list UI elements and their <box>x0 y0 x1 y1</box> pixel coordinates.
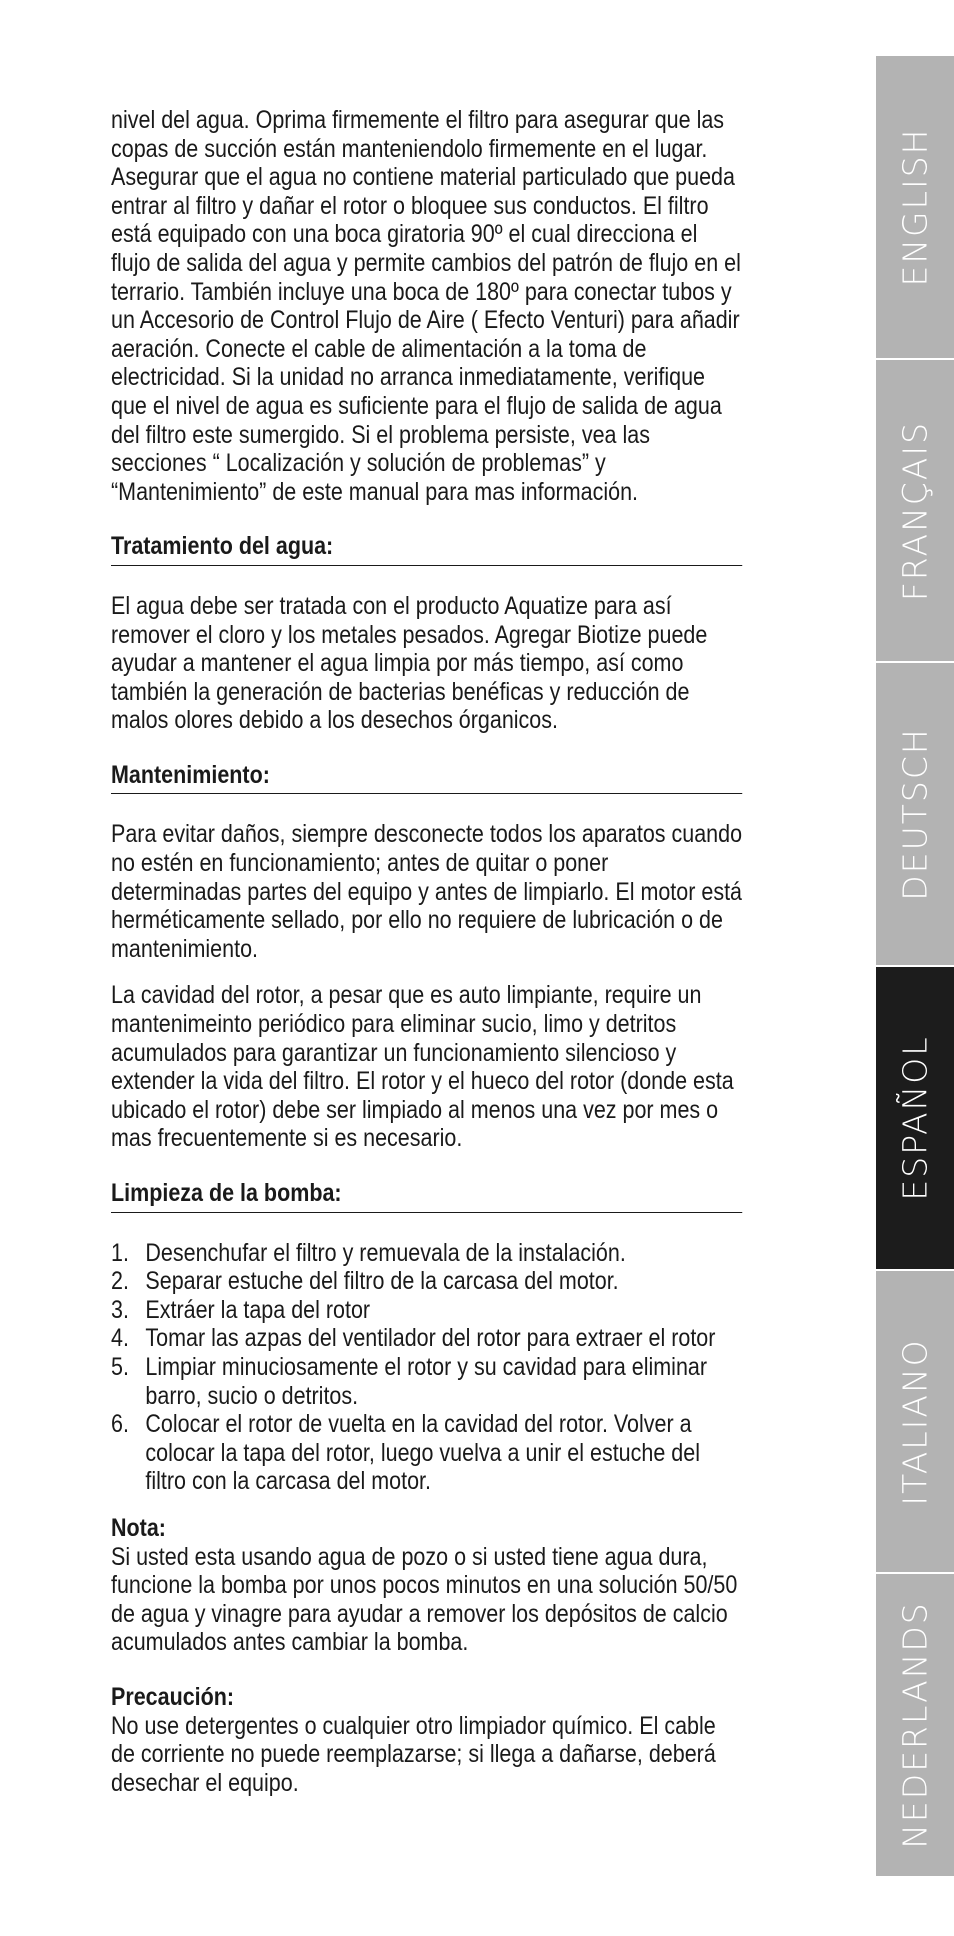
maintenance-heading: Mantenimiento: <box>111 761 742 795</box>
tab-label: ITALIANO <box>895 1337 935 1506</box>
list-item: 2. Separar estuche del filtro de la carcasa del motor. <box>111 1267 619 1296</box>
list-item: 6. Colocar el rotor de vuelta en la cavidad del rotor. Volver a colocar la tapa del rotor, luego vuelva a unir el estuche del filtro con la carcasa del motor. <box>111 1410 700 1496</box>
pump-cleaning-steps <box>111 1239 742 1496</box>
intro-paragraph: nivel del agua. Oprima firmemente el filtro para asegurar que las copas de succión están manteniendolo firmemente en el lugar. Asegurar que el agua no contiene material particulado que pueda entrar al filtro y dañar el rotor o bloquee sus conductos. El filtro está equipado con una boca giratoria 90º el cual direcciona el flujo de salida del agua y permite cambios del patrón de flujo en el terrario. También incluye una boca de 180º para conectar tubos y un Accesorio de Control Flujo de Aire ( Efecto Venturi) para añadir aeración. Conecte el cable de alimentación a la toma de electricidad. Si la unidad no arranca inmediatamente, verifique que el nivel de agua es suficiente para el flujo de salida de agua del filtro este sumergido. Si el problema persiste, vea las secciones “ Localización y solución de problemas” y “Mantenimiento” de este manual para mas información. <box>111 106 741 506</box>
maintenance-paragraph-2: La cavidad del rotor, a pesar que es auto limpiante, require un mantenimeinto periódico para eliminar sucio, limo y detritos acumulados para garantizar un funcionamiento silencioso y extender la vida del filtro. El rotor y el hueco del rotor (donde esta ubicado el rotor) debe ser limpiado al menos una vez por mes o mas frecuentemente si es necesario. <box>111 981 734 1153</box>
note-body: Si usted esta usando agua de pozo o si usted tiene agua dura, funcione la bomba por unos pocos minutos en una solución 50/50 de agua y vinagre para ayudar a remover los depósitos de calcio acumulados antes cambiar la bomba. <box>111 1542 738 1657</box>
list-item: 5. Limpiar minuciosamente el rotor y su cavidad para eliminar barro, sucio o detritos. <box>111 1352 708 1410</box>
tab-francais[interactable] <box>876 360 954 664</box>
tab-italiano[interactable] <box>876 1271 954 1575</box>
language-tabs <box>876 56 954 1876</box>
tab-label: DEUTSCH <box>895 727 935 901</box>
caution-label: Precaución: <box>111 1682 235 1711</box>
water-treatment-body: El agua debe ser tratada con el producto Aquatize para así remover el cloro y los metales pesados. Agregar Biotize puede ayudar a mantener el agua limpia por más tiempo, así como también la generación de bacterias benéficas y reducción de malos olores debido a los desechos órganicos. <box>111 591 708 735</box>
pump-cleaning-heading: Limpieza de la bomba: <box>111 1179 742 1213</box>
tab-label: ENGLISH <box>895 127 935 287</box>
note-label: Nota: <box>111 1513 166 1542</box>
caution-body: No use detergentes o cualquier otro limpiador químico. El cable de corriente no puede reemplazarse; si llega a dañarse, deberá desechar el equipo. <box>111 1711 716 1797</box>
list-item: 4. Tomar las azpas del ventilador del rotor para extraer el rotor <box>111 1324 716 1353</box>
tab-label: NEDERLANDS <box>895 1601 935 1849</box>
list-item: 1. Desenchufar el filtro y remuevala de la instalación. <box>111 1238 626 1267</box>
tab-label: ESPAÑOL <box>895 1035 935 1201</box>
tab-espanol[interactable] <box>876 967 954 1271</box>
water-treatment-heading: Tratamiento del agua: <box>111 532 742 566</box>
manual-content <box>111 106 742 1797</box>
maintenance-paragraph-1: Para evitar daños, siempre desconecte todos los aparatos cuando no estén en funcionamiento; antes de quitar o poner determinadas partes del equipo y antes de limpiarlo. El motor está herméticamente sellado, por ello no requiere de lubricación o de mantenimiento. <box>111 820 743 963</box>
tab-deutsch[interactable] <box>876 663 954 967</box>
tab-label: FRANÇAIS <box>895 420 935 601</box>
list-item: 3. Extráer la tapa del rotor <box>111 1295 371 1324</box>
tab-english[interactable] <box>876 56 954 360</box>
tab-nederlands[interactable] <box>876 1574 954 1876</box>
